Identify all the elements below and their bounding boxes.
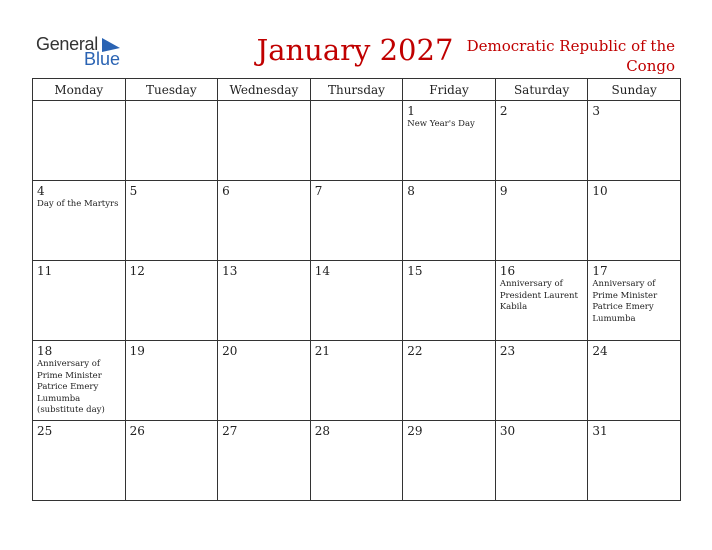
weekday-header: Saturday <box>495 79 588 101</box>
day-cell <box>403 261 496 341</box>
holiday-label: Anniversary of President Laurent Kabila <box>499 279 578 312</box>
day-number: 24 <box>592 344 608 358</box>
day-cell <box>33 421 126 501</box>
week-row <box>33 261 681 341</box>
day-cell <box>33 181 126 261</box>
calendar-grid <box>32 78 681 501</box>
day-cell <box>218 341 311 421</box>
day-cell <box>403 421 496 501</box>
day-cell <box>125 181 218 261</box>
day-number: 8 <box>407 184 415 198</box>
calendar-title: January 2027 <box>256 33 454 67</box>
country-name: Democratic Republic of the Congo <box>466 37 675 75</box>
day-cell <box>588 421 681 501</box>
day-number: 5 <box>129 184 138 198</box>
day-cell <box>495 341 588 421</box>
day-number: 27 <box>222 424 238 438</box>
weekday-header: Sunday <box>588 79 681 101</box>
day-cell <box>125 261 218 341</box>
weekday-header: Friday <box>403 79 496 101</box>
week-row <box>33 341 681 421</box>
logo-text-general: General <box>36 34 98 54</box>
day-number: 31 <box>592 424 608 438</box>
day-number: 25 <box>37 424 53 438</box>
day-cell <box>218 101 311 181</box>
day-cell <box>403 101 496 181</box>
day-number: 6 <box>222 184 230 198</box>
day-number: 18 <box>37 344 53 358</box>
day-number: 2 <box>499 104 508 118</box>
weekday-header-row <box>33 79 681 101</box>
day-cell <box>33 261 126 341</box>
day-cell <box>495 181 588 261</box>
holiday-label: Anniversary of Prime Minister Patrice Emery Lumumba <box>592 279 658 324</box>
day-cell <box>403 341 496 421</box>
weekday-header: Wednesday <box>218 79 311 101</box>
day-cell <box>310 421 403 501</box>
generalblue-logo <box>36 34 126 70</box>
day-cell <box>218 421 311 501</box>
week-row <box>33 421 681 501</box>
day-number: 28 <box>314 424 330 438</box>
day-number: 26 <box>129 424 145 438</box>
day-cell <box>125 421 218 501</box>
day-cell <box>310 101 403 181</box>
week-row <box>33 101 681 181</box>
day-cell <box>310 341 403 421</box>
day-cell <box>218 181 311 261</box>
day-number: 7 <box>314 184 323 198</box>
day-cell <box>125 341 218 421</box>
day-number: 1 <box>407 104 415 118</box>
logo-text-blue: Blue <box>84 49 121 69</box>
day-cell <box>33 341 126 421</box>
day-number: 16 <box>499 264 516 278</box>
day-number: 3 <box>592 104 601 118</box>
day-cell <box>495 261 588 341</box>
day-number: 4 <box>37 184 45 198</box>
day-number: 29 <box>407 424 423 438</box>
day-cell <box>495 421 588 501</box>
day-cell <box>218 261 311 341</box>
day-number: 23 <box>499 344 516 358</box>
weekday-header: Monday <box>33 79 126 101</box>
holiday-label: New Year's Day <box>407 119 475 129</box>
day-number: 10 <box>592 184 608 198</box>
holiday-label: Anniversary of Prime Minister Patrice Emery Lumumba (substitute day) <box>37 359 105 415</box>
day-number: 30 <box>499 424 516 438</box>
day-cell <box>310 181 403 261</box>
day-cell <box>588 181 681 261</box>
weekday-header: Thursday <box>310 79 403 101</box>
day-cell <box>588 261 681 341</box>
day-cell <box>33 101 126 181</box>
day-number: 11 <box>37 264 53 278</box>
day-number: 21 <box>314 344 330 358</box>
day-number: 20 <box>222 344 238 358</box>
day-number: 14 <box>314 264 330 278</box>
day-number: 12 <box>129 264 145 278</box>
day-cell <box>495 101 588 181</box>
day-cell <box>125 101 218 181</box>
day-cell <box>588 341 681 421</box>
day-cell <box>310 261 403 341</box>
day-number: 15 <box>407 264 423 278</box>
day-cell <box>403 181 496 261</box>
holiday-label: Day of the Martyrs <box>37 199 119 209</box>
day-number: 17 <box>592 264 608 278</box>
week-row <box>33 181 681 261</box>
day-number: 22 <box>407 344 423 358</box>
day-number: 19 <box>129 344 145 358</box>
weekday-header: Tuesday <box>125 79 218 101</box>
day-cell <box>588 101 681 181</box>
day-number: 13 <box>222 264 238 278</box>
day-number: 9 <box>499 184 508 198</box>
